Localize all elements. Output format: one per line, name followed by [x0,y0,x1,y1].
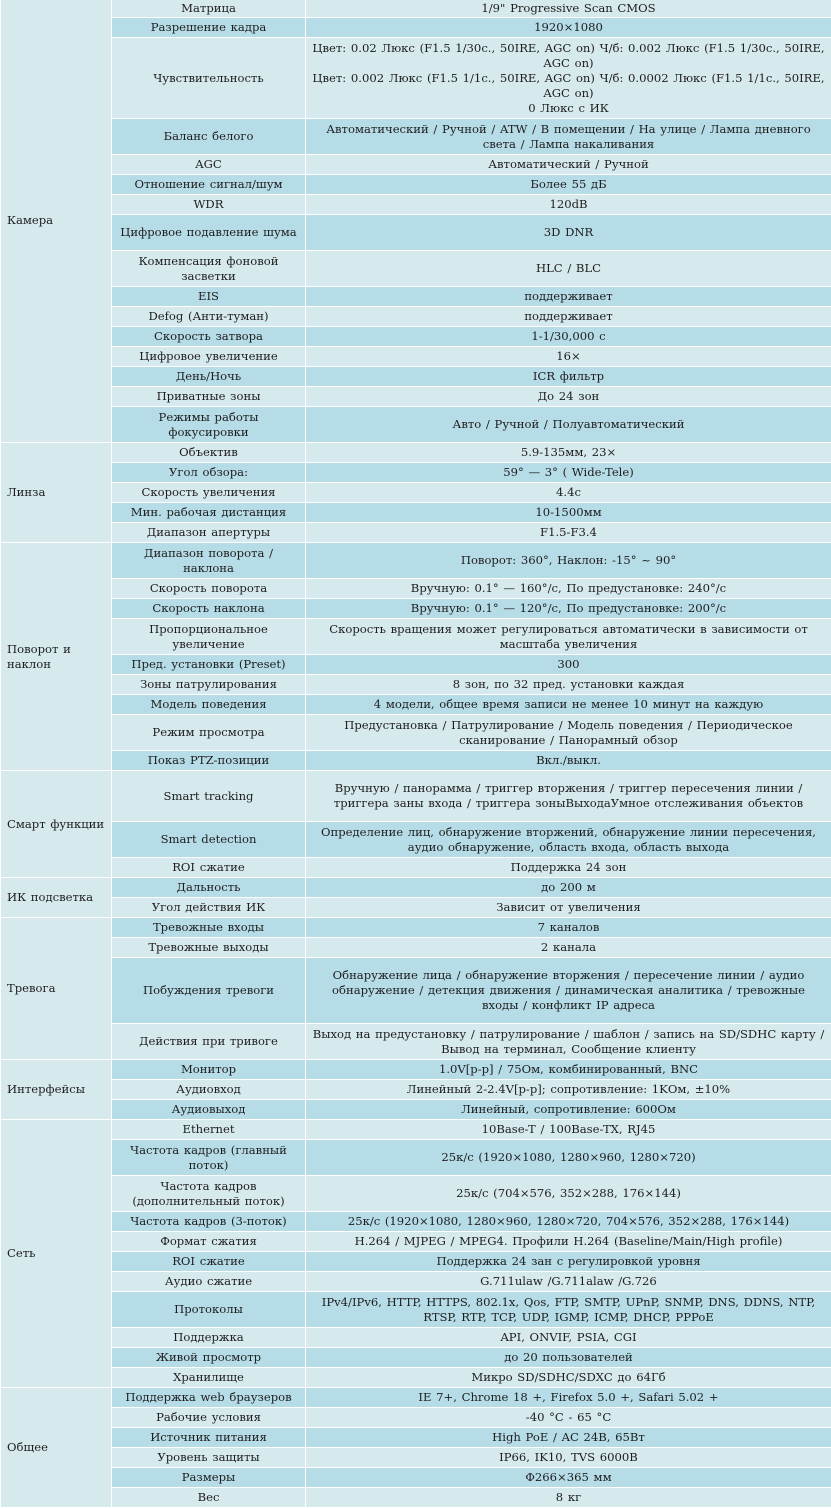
spec-row [1,1252,831,1272]
spec-value: 25к/с (704×576, 352×288, 176×144) [306,1176,831,1212]
spec-value: 120dB [306,195,831,215]
spec-row [1,0,831,18]
spec-row [1,483,831,503]
spec-value: G.711ulaw /G.711alaw /G.726 [306,1272,831,1292]
spec-row [1,347,831,367]
spec-value: До 24 зон [306,387,831,407]
spec-row [1,1232,831,1252]
spec-label: Частота кадров (дополнительный поток) [112,1176,306,1212]
spec-row [1,287,831,307]
spec-value: 25к/с (1920×1080, 1280×960, 1280×720, 704×576, 352×288, 176×144) [306,1212,831,1232]
spec-row [1,619,831,655]
spec-value: 2 канала [306,938,831,958]
spec-row [1,215,831,251]
spec-label: Действия при тривоге [112,1024,306,1060]
spec-row [1,195,831,215]
spec-label: Smart detection [112,822,306,858]
spec-label: Аудиовход [112,1080,306,1100]
spec-value: Поддержка 24 зан с регулировкой уровня [306,1252,831,1272]
spec-label: Приватные зоны [112,387,306,407]
spec-label: Компенсация фоновой засветки [112,251,306,287]
spec-row [1,715,831,751]
spec-label: Баланс белого [112,119,306,155]
spec-value: Определение лиц, обнаружение вторжений, обнаружение линии пересечения, аудио обнаружение, область входа, область выхода [306,822,831,858]
spec-label: Режимы работы фокусировки [112,407,306,443]
spec-value: 10Base-T / 100Base-TX, RJ45 [306,1120,831,1140]
spec-value: Обнаружение лица / обнаружение вторжения / пересечение линии / аудио обнаружение / детекция движения / динамическая аналитика / тревожные входы / конфликт IP адреса [306,958,831,1024]
spec-value: IPv4/IPv6, HTTP, HTTPS, 802.1x, Qos, FTP, SMTP, UPnP, SNMP, DNS, DDNS, NTP, RTSP, RTP, TCP, UDP, IGMP, ICMP, DHCP, PPPoE [306,1292,831,1328]
spec-value: 1920×1080 [306,18,831,38]
spec-value: до 200 м [306,878,831,898]
spec-value: Линейный 2-2.4V[p-p]; сопротивление: 1KОм, ±10% [306,1080,831,1100]
spec-value: 10-1500мм [306,503,831,523]
spec-value: API, ONVIF, PSIA, CGI [306,1328,831,1348]
spec-label: Поддержка web браузеров [112,1388,306,1408]
spec-value: Поворот: 360°, Наклон: -15° ~ 90° [306,543,831,579]
spec-row [1,1272,831,1292]
spec-row [1,751,831,771]
spec-value: Вручную: 0.1° — 160°/с, По предустановке: 240°/с [306,579,831,599]
spec-value: 1.0V[p-p] / 75Ом, комбинированный, BNC [306,1060,831,1080]
spec-value: Вручную / панорамма / триггер вторжения / триггер пересечения линии / триггера заны входа / триггера зоныВыходаУмное отслеживания объектов [306,771,831,822]
spec-row [1,1100,831,1120]
spec-label: Объектив [112,443,306,463]
spec-label: Монитор [112,1060,306,1080]
spec-row [1,675,831,695]
spec-label: Диапазон апертуры [112,523,306,543]
spec-label: Мин. рабочая дистанция [112,503,306,523]
spec-value: -40 °C - 65 °C [306,1408,831,1428]
spec-label: Режим просмотра [112,715,306,751]
spec-value: IE 7+, Chrome 18 +, Firefox 5.0 +, Safari 5.02 + [306,1388,831,1408]
spec-label: Чувствительность [112,38,306,119]
spec-row [1,1328,831,1348]
spec-row [1,407,831,443]
spec-label: Вес [112,1488,306,1508]
spec-value: Авто / Ручной / Полуавтоматический [306,407,831,443]
spec-row [1,1176,831,1212]
spec-value: Более 55 дБ [306,175,831,195]
spec-label: Defog (Анти-туман) [112,307,306,327]
spec-value: 8 кг [306,1488,831,1508]
spec-row [1,251,831,287]
spec-label: Рабочие условия [112,1408,306,1428]
spec-row [1,1348,831,1368]
spec-row [1,1488,831,1508]
spec-value: 25к/с (1920×1080, 1280×960, 1280×720) [306,1140,831,1176]
spec-table-body [1,0,831,1508]
spec-value: 16× [306,347,831,367]
spec-value: Скорость вращения может регулироваться автоматически в зависимости от масштаба увеличения [306,619,831,655]
spec-row [1,463,831,483]
spec-row [1,918,831,938]
category-cell: Поворот и наклон [1,543,112,771]
spec-row [1,307,831,327]
spec-value: Φ266×365 мм [306,1468,831,1488]
spec-row [1,1292,831,1328]
category-cell: Смарт функции [1,771,112,878]
category-cell: Тревога [1,918,112,1060]
spec-value: 300 [306,655,831,675]
spec-row [1,1388,831,1408]
spec-value: Выход на предустановку / патрулирование / шаблон / запись на SD/SDHC карту / Вывод на терминал, Сообщение клиенту [306,1024,831,1060]
spec-row [1,523,831,543]
spec-label: Скорость затвора [112,327,306,347]
spec-value: Цвет: 0.02 Люкс (F1.5 1/30с., 50IRE, AGC on) Ч/б: 0.002 Люкс (F1.5 1/30с., 50IRE, AGC on) Цвет: 0.002 Люкс (F1.5 1/1с., 50IRE, AGC on) Ч/б: 0.0002 Люкс (F1.5 1/1с., 50IRE, AGC on) 0 Люкс с ИК [306,38,831,119]
spec-row [1,1408,831,1428]
spec-row [1,1368,831,1388]
spec-row [1,695,831,715]
spec-value: 3D DNR [306,215,831,251]
spec-label: AGC [112,155,306,175]
spec-value: Вкл./выкл. [306,751,831,771]
spec-row [1,1428,831,1448]
spec-row [1,1024,831,1060]
spec-row [1,1080,831,1100]
spec-label: EIS [112,287,306,307]
spec-label: Скорость увеличения [112,483,306,503]
spec-label: Пропорциональное увеличение [112,619,306,655]
spec-row [1,1120,831,1140]
spec-label: Диапазон поворота / наклона [112,543,306,579]
spec-label: Угол действия ИК [112,898,306,918]
spec-value: 4 модели, общее время записи не менее 10 минут на каждую [306,695,831,715]
spec-label: Smart tracking [112,771,306,822]
spec-value: 8 зон, по 32 пред. установки каждая [306,675,831,695]
spec-row [1,327,831,347]
spec-value: Автоматический / Ручной [306,155,831,175]
spec-row [1,858,831,878]
spec-row [1,1448,831,1468]
spec-label: Тревожные входы [112,918,306,938]
category-cell: Линза [1,443,112,543]
spec-value: Предустановка / Патрулирование / Модель поведения / Периодическое сканирование / Панорамный обзор [306,715,831,751]
category-cell: Общее [1,1388,112,1508]
spec-row [1,38,831,119]
spec-label: Протоколы [112,1292,306,1328]
spec-row [1,367,831,387]
spec-row [1,579,831,599]
spec-label: Хранилище [112,1368,306,1388]
spec-label: Аудиовыход [112,1100,306,1120]
spec-value: F1.5-F3.4 [306,523,831,543]
spec-label: ROI сжатие [112,858,306,878]
spec-label: Угол обзора: [112,463,306,483]
spec-label: Аудио сжатие [112,1272,306,1292]
spec-label: Скорость наклона [112,599,306,619]
spec-value: 1/9" Progressive Scan CMOS [306,0,831,18]
spec-row [1,958,831,1024]
spec-value: 5.9-135мм, 23× [306,443,831,463]
spec-label: Показ PTZ-позиции [112,751,306,771]
spec-label: Разрешение кадра [112,18,306,38]
spec-row [1,1212,831,1232]
spec-label: Матрица [112,0,306,18]
spec-label: Частота кадров (3-поток) [112,1212,306,1232]
spec-value: Вручную: 0.1° — 120°/с, По предустановке: 200°/с [306,599,831,619]
spec-row [1,443,831,463]
spec-row [1,878,831,898]
spec-label: Уровень защиты [112,1448,306,1468]
spec-value: поддерживает [306,287,831,307]
spec-label: Поддержка [112,1328,306,1348]
spec-value: HLC / BLC [306,251,831,287]
spec-row [1,938,831,958]
spec-row [1,543,831,579]
spec-row [1,771,831,822]
spec-label: Отношение сигнал/шум [112,175,306,195]
spec-value: Микро SD/SDHC/SDXC до 64Гб [306,1368,831,1388]
spec-value: до 20 пользователей [306,1348,831,1368]
spec-row [1,175,831,195]
spec-value: Автоматический / Ручной / ATW / В помещении / На улице / Лампа дневного света / Лампа накаливания [306,119,831,155]
spec-row [1,387,831,407]
spec-label: Скорость поворота [112,579,306,599]
spec-label: Ethernet [112,1120,306,1140]
spec-value: 4.4с [306,483,831,503]
spec-label: Живой просмотр [112,1348,306,1368]
spec-label: Пред. установки (Preset) [112,655,306,675]
spec-row [1,1140,831,1176]
spec-label: Формат сжатия [112,1232,306,1252]
spec-value: IP66, IK10, TVS 6000В [306,1448,831,1468]
spec-label: ROI сжатие [112,1252,306,1272]
spec-value: Линейный, сопротивление: 600Ом [306,1100,831,1120]
spec-value: ICR фильтр [306,367,831,387]
spec-value: поддерживает [306,307,831,327]
spec-row [1,898,831,918]
spec-row [1,119,831,155]
spec-label: Цифровое подавление шума [112,215,306,251]
spec-row [1,655,831,675]
category-cell: Камера [1,0,112,443]
category-cell: Интерфейсы [1,1060,112,1120]
spec-value: High PoE / AC 24В, 65Вт [306,1428,831,1448]
spec-row [1,155,831,175]
spec-label: Модель поведения [112,695,306,715]
spec-label: Частота кадров (главный поток) [112,1140,306,1176]
spec-value: 1-1/30,000 с [306,327,831,347]
spec-row [1,822,831,858]
spec-label: Источник питания [112,1428,306,1448]
spec-value: Поддержка 24 зон [306,858,831,878]
spec-value: 7 каналов [306,918,831,938]
spec-value: 59° — 3° ( Wide-Tele) [306,463,831,483]
spec-row [1,599,831,619]
spec-label: Побуждения тревоги [112,958,306,1024]
spec-row [1,1060,831,1080]
spec-value: H.264 / MJPEG / MPEG4. Профили H.264 (Baseline/Main/High profile) [306,1232,831,1252]
spec-label: Зоны патрулирования [112,675,306,695]
spec-label: Тревожные выходы [112,938,306,958]
category-cell: ИК подсветка [1,878,112,918]
spec-label: Размеры [112,1468,306,1488]
category-cell: Сеть [1,1120,112,1388]
spec-label: День/Ночь [112,367,306,387]
spec-row [1,18,831,38]
spec-label: WDR [112,195,306,215]
spec-label: Цифровое увеличение [112,347,306,367]
spec-label: Дальность [112,878,306,898]
spec-row [1,503,831,523]
spec-value: Зависит от увеличения [306,898,831,918]
